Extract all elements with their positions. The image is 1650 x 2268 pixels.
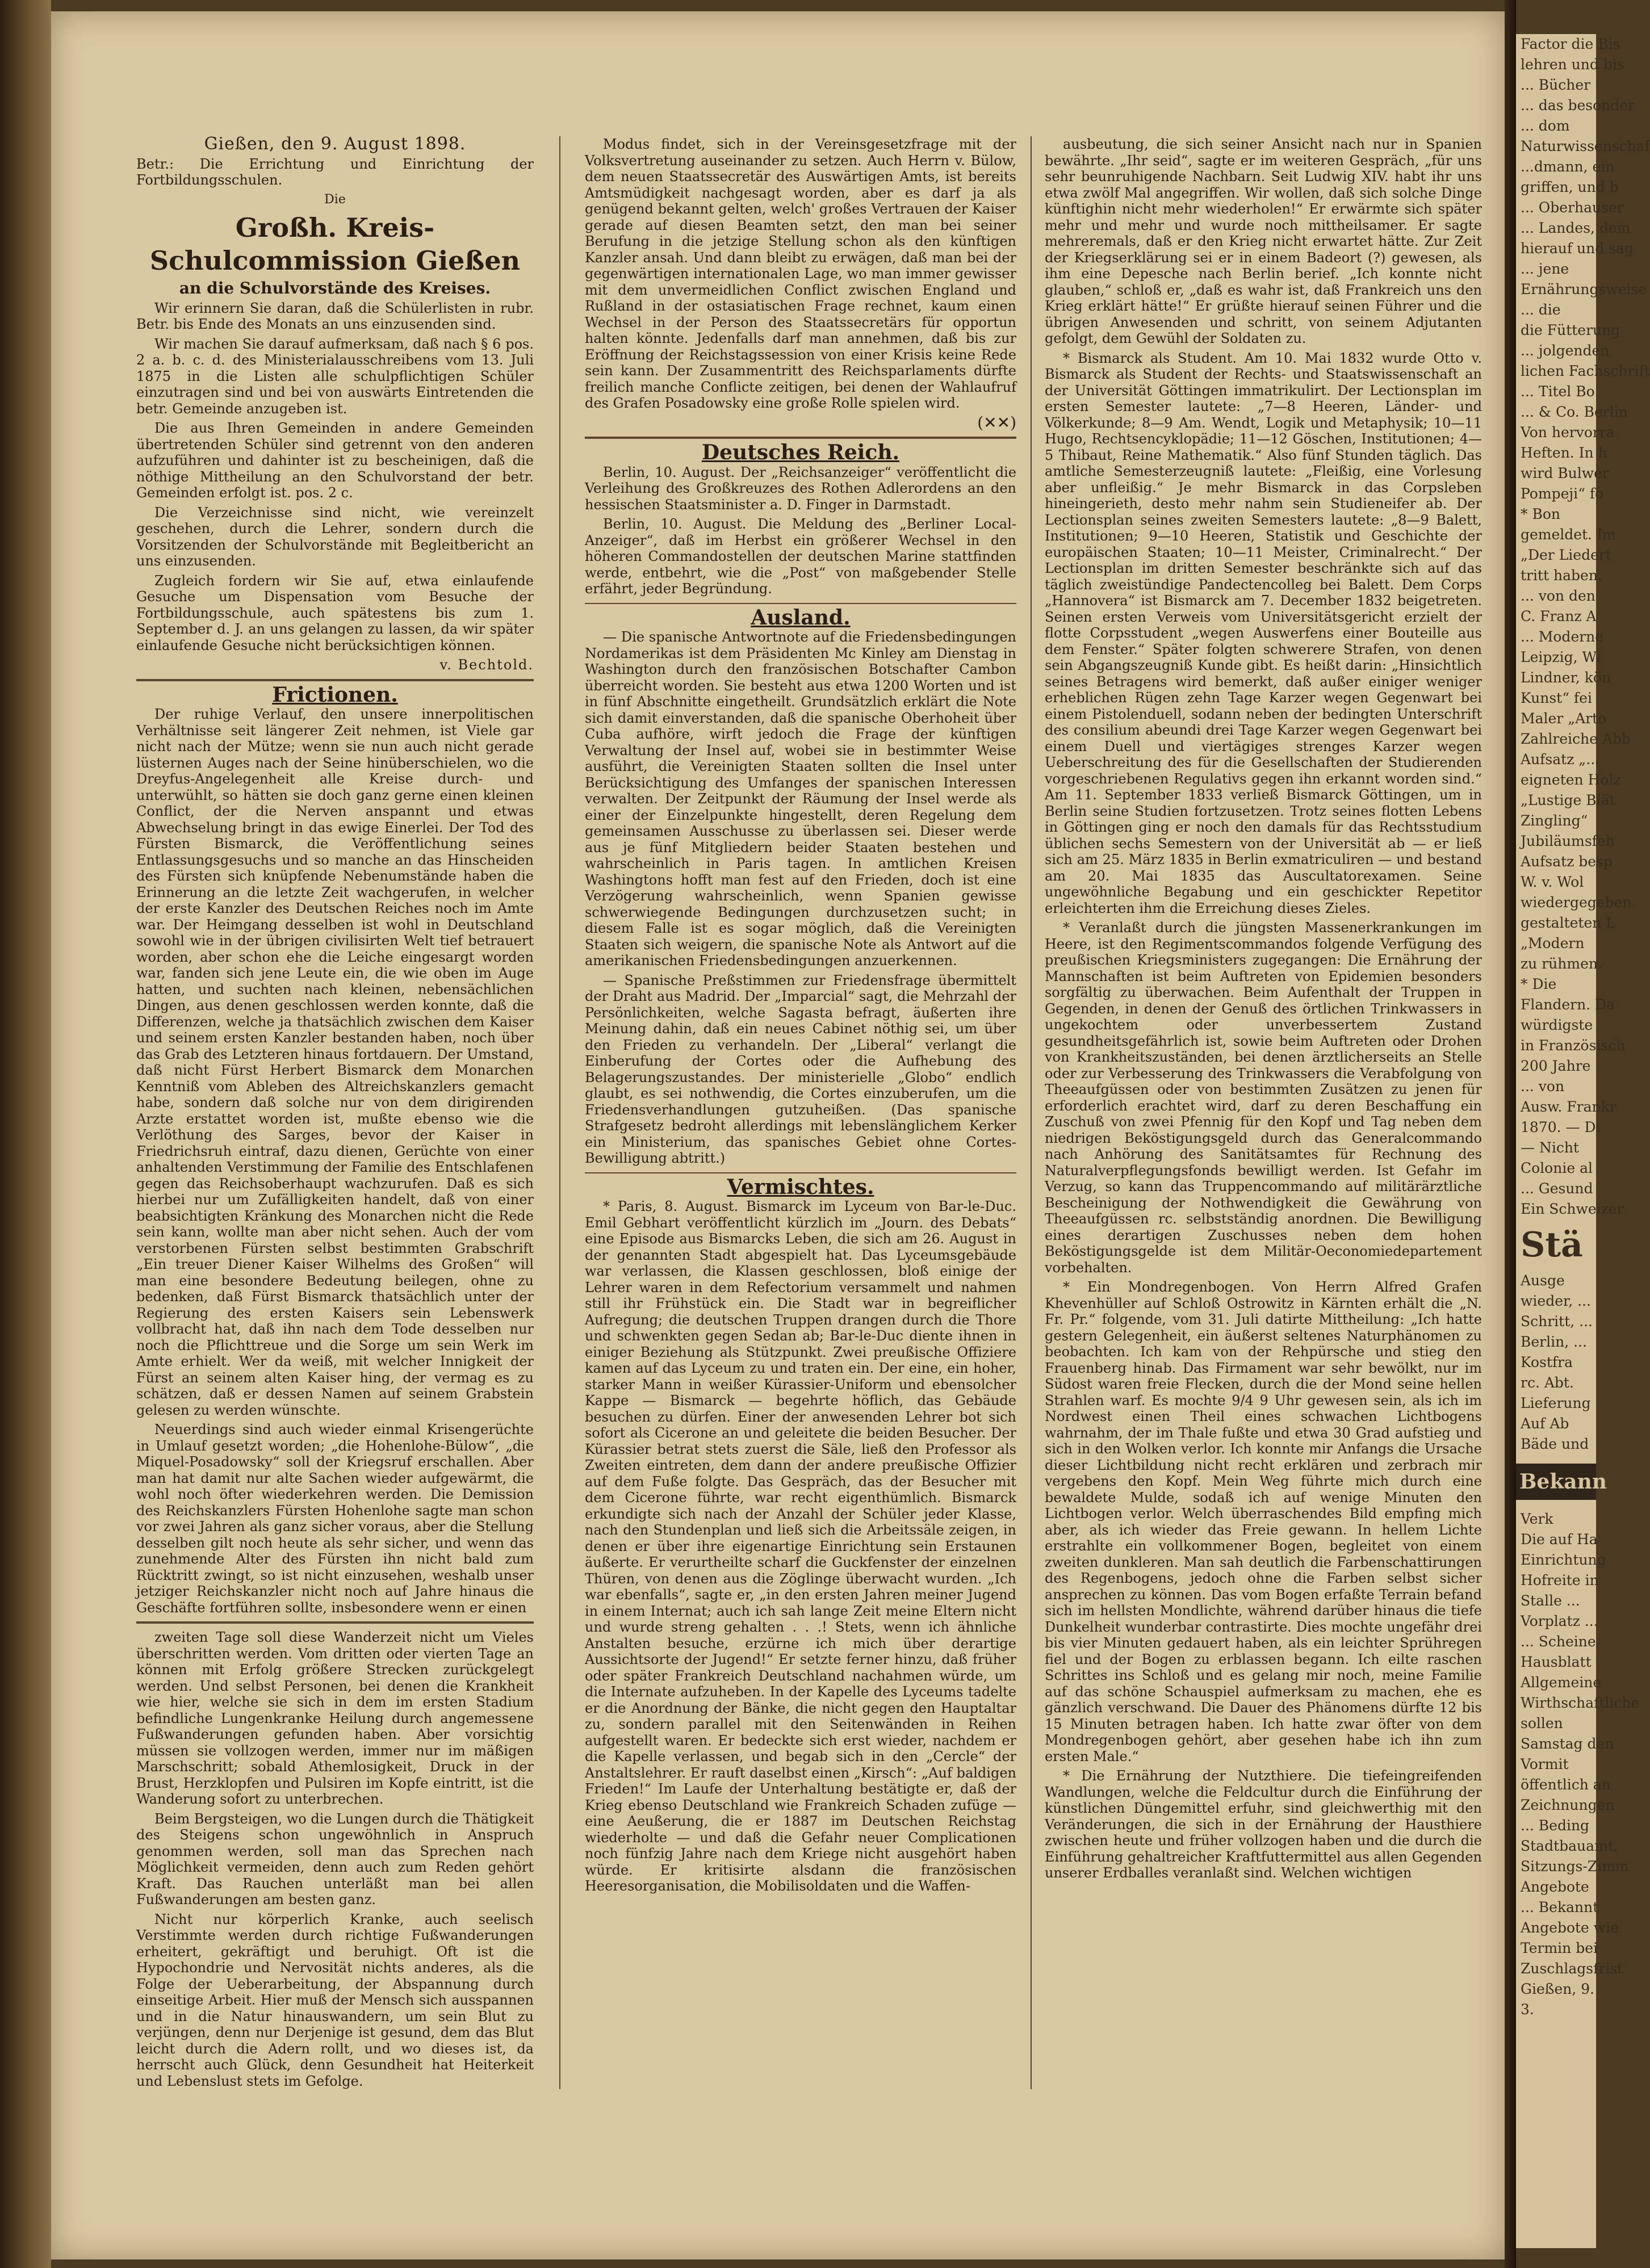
facing-page-line: rc. Abt. [1521,1374,1574,1391]
facing-page-line: Auf Ab [1521,1415,1569,1432]
column-1 [136,136,534,2089]
page-gutter [1505,0,1516,2268]
organization-subtitle: an die Schulvorstände des Kreises. [179,279,491,297]
facing-page-line: Angebote [1521,1879,1589,1895]
facing-page-line: sollen [1521,1715,1563,1732]
facing-page-line: Ernährungsweise [1521,281,1647,297]
section-divider [136,1621,534,1624]
facing-page-line: ... von [1521,1078,1565,1095]
ausland-heading: Ausland. [751,605,851,630]
notice-paragraph: Zugleich fordern wir Sie auf, etwa einlaufende Gesuche um Dispensation vom Besuche der Fortbildungsschule, auch spätestens bis zum 1. September d. J. an uns gelangen zu lassen, da wir später einlaufende Gesuche nicht berücksichtigen können. [136,572,534,653]
facing-page-line: * Bon [1521,506,1560,522]
facing-page-line: Maler „Arto [1521,710,1607,727]
facing-page-line: Stalle ... [1521,1592,1580,1609]
facing-page-line: ... jene [1521,261,1569,277]
facing-page-line: Samstag den [1521,1735,1614,1752]
facing-page-line: 3. [1521,2001,1534,2018]
facing-page-line: wird Bulwer [1521,465,1609,481]
news-paragraph: Berlin, 10. August. Der „Reichsanzeiger“ veröffentlicht die Verleihung des Großkreuzes des Rothen Adlerordens an den hessischen Staatsminister a. D. Finger in Darmstadt. [585,464,1016,513]
facing-page-line: Gießen, 9. [1521,1981,1595,1997]
facing-page-line: 200 Jahre [1521,1058,1591,1074]
column-rule [1031,136,1032,2089]
facing-page-line: Wirthschaftliche [1521,1695,1640,1711]
facing-page-line: Verk [1521,1511,1553,1527]
facing-page-line: „Modern [1521,935,1585,951]
facing-page-line: — Nicht [1521,1139,1579,1156]
facing-page-line: Allgemeine [1521,1674,1602,1691]
facing-page-line: Einrichtung [1521,1552,1606,1568]
facing-page-line: „Der Liedert [1521,547,1611,563]
facing-page-line: hierauf und sag [1521,240,1634,257]
facing-page-line: Aufsatz „... [1521,751,1600,768]
facing-page-line: Vorplatz ... [1521,1613,1598,1629]
facing-page-fragment [1516,34,1650,2248]
facing-page-line: Bäde und [1521,1436,1589,1452]
facing-page-line: ... Oberhauser [1521,199,1624,216]
facing-page-line: zu rühmen. [1521,955,1602,972]
section-divider [585,437,1016,439]
ornament: (✕✕) [977,413,1016,432]
notice-paragraph: Wir erinnern Sie daran, daß die Schülerlisten in rubr. Betr. bis Ende des Monats an uns einzusenden sind. [136,300,534,332]
facing-page-line: ... die [1521,301,1561,318]
facing-page-line: W. v. Wol [1521,874,1584,890]
news-paragraph: — Spanische Preßstimmen zur Friedensfrage übermittelt der Draht aus Madrid. Der „Imparcial“ sagt, die Mehrzahl der Persönlichkeiten, welche Sagasta befragt, äußerten ihre Meinung dahin, daß ein neues Cabinet nöthig sei, um über den Frieden zu verhandeln. Der „Liberal“ verlangt die Einberufung der Cortes oder die Aufhebung des Belagerungszustandes. Der ministerielle „Globo“ endlich glaubt, es sei nothwendig, die Cortes einzuberufen, um die Friedensverhandlungen gutzuheißen. (Das spanische Strafgesetz bedroht allerdings mit lebenslänglichem Kerker ein Ministerium, das spanisches Gebiet ohne Cortes-Bewilligung abtritt.) [585,972,1016,1166]
article-paragraph: Neuerdings sind auch wieder einmal Krisengerüchte in Umlauf gesetzt worden; „die Hohenlohe-Bülow“, „die Miquel-Posadowsky“ soll der Kriegsruf erschallen. Aber man hat damit nur alte Sachen wieder aufgewärmt, die wohl noch öfter wiederkehren werden. Die Demission des Reichskanzlers Fürsten Hohenlohe sagte man schon vor zwei Jahren als ganz sicher voraus, aber die Stellung desselben gilt noch heute als sehr sicher, und wenn das zunehmende Alter des Fürsten ihn nicht bald zum Rücktritt zwingt, so ist nicht einzusehen, weshalb unser jetziger Reichskanzler nicht noch auf Jahre hinaus die Geschäfte fortführen sollte, insbesondere wenn er einen [136,1422,534,1616]
facing-page-line: ...dmann, ein [1521,158,1615,175]
facing-page-line: Hausblatt [1521,1654,1592,1670]
facing-page-line: Leipzig, Wi [1521,649,1601,665]
facing-page-line: Ausw. Frankr [1521,1099,1617,1115]
facing-page-line: die Fütterung [1521,322,1620,338]
section-divider [585,1172,1016,1173]
facing-page-line: in Französisch [1521,1037,1626,1054]
section-divider [585,603,1016,604]
facing-page-text [1516,1509,1640,2020]
facing-page-line: Flandern. Da [1521,996,1615,1013]
organization-title: Großh. Kreis-Schulcommission Gießen [149,212,521,276]
facing-page-line: würdigste [1521,1017,1593,1033]
facing-page-line: Aufsatz besp [1521,853,1613,870]
facing-page-line: wieder, ... [1521,1293,1591,1309]
facing-page-line: ... Gesund [1521,1180,1593,1197]
facing-page-line: öffentlich an [1521,1776,1611,1793]
facing-page-line: lichen Fachschrift [1521,363,1650,379]
facing-page-line: ... Moderne [1521,628,1604,645]
facing-page-line: Schritt, ... [1521,1313,1593,1330]
vermischtes-heading: Vermischtes. [727,1175,874,1199]
facing-page-line: griffen, und b [1521,179,1619,195]
facing-page-line: Die auf Ha [1521,1531,1598,1548]
facing-page-line: Naturwissenschaf [1521,138,1650,154]
facing-page-line: Lieferung [1521,1395,1591,1411]
news-paragraph: — Die spanische Antwortnote auf die Friedensbedingungen Nordamerikas ist dem Präsidenten Mc Kinley am Dienstag in Washington durch den französischen Botschafter Cambon überreicht worden. Sie besteht aus etwa 1200 Worten und ist in fünf Abschnitte eingetheilt. Grundsätzlich erklärt die Note sich damit einverstanden, daß die spanische Oberhoheit über Cuba aufhöre, wirft jedoch die Frage der künftigen Verwaltung der Insel auf, wobei sie in bestimmter Weise ausführt, die Vereinigten Staaten sollten die Insel unter Berücksichtigung des Umfanges der spanischen Interessen verwalten. Der Zeitpunkt der Räumung der Insel werde als einer der Einzelpunkte hingestellt, deren Regelung dem gemeinsamen Ausschusse zu überlassen sei. Dieser werde aus je fünf Mitgliedern beider Staaten bestehen und wahrscheinlich in Paris tagen. In amtlichen Kreisen Washingtons hofft man fest auf den Frieden, doch ist eine Verzögerung wahrscheinlich, wenn Spanien gewisse schwerwiegende Bedingungen durchzusetzen sucht; in diesem Falle ist es sogar möglich, daß die Vereinigten Staaten sich weigern, die spanische Note als Antwort auf die amerikanischen Friedensbedingungen anzuerkennen. [585,629,1016,969]
news-paragraph: * Die Ernährung der Nutzthiere. Die tiefeingreifenden Wandlungen, welche die Feldcultur durch die Einführung der künstlichen Düngemittel erfuhr, sind gleichwerthig mit den Veränderungen, die sich in der Ernährung der Hausthiere zwischen heute und früher vollzogen haben und die durch die Einführung gehaltreicher Kraftfuttermittel aus allen Gegenden unserer Erdballes veranlaßt sind. Welchen wichtigen [1045,1768,1482,1881]
facing-page-line: wiedergegeben [1521,894,1632,911]
feuilleton-paragraph: Beim Bergsteigen, wo die Lungen durch die Thätigkeit des Steigens schon ungewöhnlich in Anspruch genommen werden, soll man das Sprechen nach Möglichkeit vermeiden, denn auch zum Reden gehört Kraft. Das Rauchen unterläßt man bei allen Fußwanderungen am besten ganz. [136,1810,534,1908]
facing-page-line: Vormit [1521,1756,1569,1772]
article-paragraph: Modus findet, sich in der Vereinsgesetzfrage mit der Volksvertretung auseinander zu setzen. Auch Herrn v. Bülow, dem neuen Staatssecretär des Auswärtigen Amts, ist bereits Amtsmüdigkeit nachgesagt worden, aber es darf ja als genügend bekannt gelten, welch' großes Vertrauen der Kaiser gerade auf diesen Beamten setzt, den man bei seiner Berufung in die jetzige Stellung schon als den künftigen Kanzler ansah. Und dann bleibt zu erwägen, daß man bei der gegenwärtigen internationalen Lage, wo man immer gewisser mit dem unvermeidlichen Conflict zwischen England und Rußland in der ostasiatischen Frage rechnet, kaum einen Wechsel in der Person des Staatssecretärs für opportun halten könnte. Jedenfalls darf man annehmen, daß bis zur Eröffnung der Reichstagssession von einer Krisis keine Rede sein kann. Der Zusammentritt des Reichsparlaments dürfte freilich manche Conflicte zeitigen, bei denen der Wahlaufruf des Grafen Posadowsky eine große Rolle spielen wird. [585,136,1016,411]
column-3 [1045,136,1482,2089]
column-rule [559,136,560,2089]
facing-page-line: ... & Co. Berlin [1521,404,1628,420]
signature: v. Bechtold. [439,657,534,673]
facing-page-line: Zeichnungen [1521,1797,1615,1813]
dateline: Gießen, den 9. August 1898. [204,134,466,154]
facing-page-line: „Lustige Blät [1521,792,1615,808]
facing-page-line: Colonie al [1521,1160,1593,1176]
facing-page-line: Jubiläumsfeh [1521,833,1615,849]
facing-page-line: Berlin, ... [1521,1334,1587,1350]
section-divider [136,679,534,681]
facing-page-line: Pompeji“ fo [1521,485,1604,502]
facing-page-line: eigneten Holz [1521,772,1621,788]
facing-page-line: ... von den [1521,588,1595,604]
facing-page-line: Termin bei [1521,1940,1598,1956]
notice-paragraph: Die aus Ihren Gemeinden in andere Gemeinden übertretenden Schüler sind getrennt von den anderen aufzuführen und dahinter ist zu bescheinigen, daß die nöthige Mittheilung an den Schulvorstand der betr. Gemeinden erfolgt ist. pos. 2 c. [136,420,534,501]
subject-line: Betr.: Die Errichtung und Einrichtung der Fortbildungsschulen. [136,156,534,188]
news-paragraph: * Ein Mondregenbogen. Von Herrn Alfred Grafen Khevenhüller auf Schloß Ostrowitz in Kärnten erhält die „N. Fr. Pr.“ folgende, vom 31. Juli datirte Mittheilung: „Ich hatte gestern Gelegenheit, ein äußerst seltenes Naturphänomen zu beobachten. Ich kam von der Rehpürsche und stieg den Frauenberg hinab. Das Firmament war sehr bewölkt, nur im Südost waren freie Flecken, durch die der Mond seine hellen Strahlen warf. Es mochte 9/4 9 Uhr gewesen sein, als ich im Nordwest einen Theil eines schwachen Lichtbogens wahrnahm, der im Thale fußte und etwa 30 Grad aufstieg und sich in den Wolken verlor. Ich konnte mir Anfangs die Ursache dieser Lichtbildung nicht recht erklären und zerbrach mir vergebens den Kopf. Mein Weg führte mich durch eine bewaldete Mulde, sodaß ich auf wenige Minuten den Lichtbogen verlor. Welch überraschendes Bild empfing mich aber, als ich wieder das Freie gewann. In hellem Lichte erstrahlte ein vollkommener Bogen, begleitet von einem zweiten dunkleren. Man sah deutlich die Farbenschattirungen des Regenbogens, jedoch ohne die Farben selbst sicher ansprechen zu können. Das vom Bogen erfaßte Terrain befand sich im hellsten Mondlichte, während darüber hinaus die tiefe Dunkelheit wunderbar contrastirte. Dies mochte ungefähr drei bis vier Minuten gedauert haben, als ein leichter Sprühregen fiel und der Bogen zu erblassen begann. Ich eilte raschen Schrittes ins Schloß und es gelang mir noch, meine Familie auf das schöne Schauspiel aufmerksam zu machen, ehe es gänzlich verschwand. Die Dauer des Phänomens dürfte 12 bis 15 Minuten betragen haben. Ich hatte zwar öfter von dem Mondregenbogen gehört, aber gesehen habe ich ihn zum ersten Male.“ [1045,1279,1482,1764]
facing-page-line: Angebote wie [1521,1919,1619,1936]
facing-page-line: gemeldet. Im [1521,526,1616,543]
feuilleton-paragraph: zweiten Tage soll diese Wanderzeit nicht um Vieles überschritten werden. Vom dritten oder vierten Tage an können mit Erfolg größere Strecken zurückgelegt werden. Und selbst Personen, bei denen die Krankheit wie hier, welche sie sich in dem im ersten Stadium befindliche Lungenkranke Heilung durch angemessene Fußwanderungen gefunden haben. Aber vorsichtig müssen sie vollzogen werden, immer nur im mäßigen Marschschritt; sobald Athemlosigkeit, Druck in der Brust, Herzklopfen und Pulsiren im Kopfe eintritt, ist die Wanderung sofort zu unterbrechen. [136,1629,534,1807]
facing-page-line: ... Landes, dem [1521,220,1631,236]
facing-page-line: Ausge [1521,1272,1565,1289]
frictions-heading: Frictionen. [272,682,398,707]
facing-page-line: Sitzungs-Zimm [1521,1858,1629,1875]
facing-page-line: Kostfra [1521,1354,1573,1370]
column-2 [585,136,1016,2089]
facing-page-line: ... Beding [1521,1817,1590,1834]
news-paragraph: ausbeutung, die sich seiner Ansicht nach nur in Spanien bewährte. „Ihr seid“, sagte er im weiteren Gespräch, „für uns sehr beunruhigende Nachbarn. Seit Ludwig XIV. habt ihr uns etwa zwölf Mal angegriffen. Wir wollen, daß sich solche Dinge künftighin nicht mehr wiederholen!“ Er erwärmte sich später mehr und mehr und wurde noch mittheilsamer. Er sagte mehreremals, daß er den Krieg nicht erwartet hätte. Zur Zeit der Kriegserklärung sei er in einem Badeort (?) gewesen, als ihm eine Depesche nach Berlin berief. „Ich konnte nicht glauben,“ schloß er, „daß es wahr ist, daß Frankreich uns den Krieg erklärt hätte!“ Er grüßte hierauf seinen Führer und die übrigen Anwesenden und schritt, von seinem Adjutanten gefolgt, dem Gewühl der Soldaten zu. [1045,136,1482,346]
facing-page-line: Zingling“ [1521,812,1588,829]
news-paragraph: Berlin, 10. August. Die Meldung des „Berliner Local-Anzeiger“, daß im Herbst ein größerer Wechsel in den höheren Commandostellen der deutschen Marine stattfinden werde, entbehrt, wie die „Post“ von maßgebender Stelle erfährt, jeder Begründung. [585,516,1016,597]
facing-page-line: Zahlreiche Abb [1521,731,1631,747]
feuilleton-paragraph: Nicht nur körperlich Kranke, auch seelisch Verstimmte werden durch richtige Fußwanderungen erheitert, gekräftigt und beruhigt. Oft ist die Hypochondrie und Nervosität nichts anderes, als die Folge der Ueberarbeitung, der Abspannung durch einseitige Arbeit. Hier muß der Mensch sich ausspannen und in die Natur hinauswandern, um sein Blut zu verjüngen, denn nur Derjenige ist gesund, dem das Blut leicht durch die Adern rollt, und wo dieses ist, da herrscht auch Glück, denn Gesundheit hat Heiterkeit und Lebenslust stets im Gefolge. [136,1911,534,2089]
news-paragraph: * Veranlaßt durch die jüngsten Massenerkrankungen im Heere, ist den Regimentscommandos folgende Verfügung des preußischen Kriegsministers zugegangen: Die Ernährung der Mannschaften ist beim Auftreten von Epidemien besonders sorgfältig zu überwachen. Beim Aufenthalt der Truppen in Gegenden, in denen der Genuß des örtlichen Trinkwassers in ungekochtem oder unverbessertem Zustand gesundheitsgefährlich ist, sowie beim Auftreten oder Drohen von Krankheitszuständen, bei denen ärztlicherseits an Stelle oder zur Verbesserung des Trinkwassers die Verabfolgung von Theeaufgüssen oder von bestimmten Zusätzen zu jenen für erforderlich erachtet wird, darf zu deren Beschaffung ein Zuschuß von zwei Pfennig für den Kopf und Tag neben dem niedrigen Beköstigungsgeld durch das Generalcommando nach Anhörung des Sanitätsamtes für Rechnung des Naturalverpflegungsfonds bewilligt werden. Ist Gefahr im Verzug, so kann das Truppencommando auf militärärztliche Bescheinigung der Nothwendigkeit die Gewährung von Theeaufgüssen rc. selbstständig anordnen. Die Bewilligung eines derartigen Zuschusses neben dem hohen Beköstigungsgelde ist dem Militär-Oeconomiedepartement vorbehalten. [1045,920,1482,1276]
facing-page-text [1516,1271,1596,1454]
facing-page-headline: Stä [1521,1225,1583,1265]
facing-page-line: Zuschlagsfrist [1521,1960,1623,1977]
facing-page-line: ... dom [1521,118,1570,134]
facing-page-line: Ein Schweizer [1521,1201,1624,1217]
facing-page-line: Von hervorra [1521,424,1615,441]
facing-page-banner: Bekann [1516,1464,1596,1500]
facing-page-line: tritt haben. [1521,567,1602,584]
facing-page-line: ... Bekannt [1521,1899,1599,1915]
facing-page-line: Factor die Bis [1521,36,1620,52]
facing-page-line: Stadtbauamt, [1521,1838,1618,1854]
facing-page-line: ... Titel Bo [1521,383,1595,400]
facing-page-line: Heften. In h [1521,445,1607,461]
facing-page-line: Kunst“ fei [1521,690,1592,706]
news-paragraph: * Paris, 8. August. Bismarck im Lyceum von Bar-le-Duc. Emil Gebhart veröffentlicht kürzlich im „Journ. des Debats“ eine Episode aus Bismarcks Leben, die sich am 26. August in der genannten Stadt abgespielt hat. Das Lyceumsgebäude war verlassen, die Klassen geschlossen, bloß einige der Lehrer waren in dem Refectorium versammelt und nahmen still ihr Frühstück ein. Die Stadt war in begreiflicher Aufregung; die deutschen Truppen drangen durch die Thore und schwenkten gegen Sedan ab; Bar-le-Duc diente ihnen in einiger Beziehung als Stützpunkt. Zwei preußische Offiziere kamen auf das Lyceum zu und traten ein. Der eine, ein hoher, starker Mann in weißer Kürassier-Uniform und ebensolcher Kappe — Bismarck — begehrte höflich, das Gebäude besuchen zu dürfen. Einer der anwesenden Lehrer bot sich sofort als Cicerone an und geleitete die beiden Besucher. Der Kürassier betrat stets zuerst die Säle, ließ den Professor als Zweiten eintreten, dem dann der andere preußische Offizier auf dem Fuße folgte. Das Gespräch, das der Besucher mit dem Cicerone führte, war recht eigenthümlich. Bismarck erkundigte sich nach der Anzahl der Schüler jeder Klasse, nach den Stundenplan und ließ sich die Arbeitssäle zeigen, in denen er über ihre eigenartige Einrichtung sein Erstaunen äußerte. Er verurtheilte scharf die Guckfenster der einzelnen Thüren, von denen aus die Zöglinge überwacht wurden. „Ich war ebenfalls“, sagte er, „in den ersten Jahren meiner Jugend in einem Internat; auch ich sah lange Zeit meine Eltern nicht und wurde streng gehalten . . .! Stets, wenn ich ähnliche Anstalten besuche, erzürne ich mich über derartige Aussichtsorte der Jugend!“ Er setzte ferner hinzu, daß früher oder später Frankreich Deutschland nachahmen würde, um die Internate aufzuheben. In der Kapelle des Lyceums tadelte er die Anordnung der Bänke, die nicht gegen den Hauptaltar zu, sondern parallel mit den Seitenwänden in Reihen aufgestellt waren. Er bedeckte sich erst wieder, nachdem er die Kapelle verlassen, und begab sich in den „Cercle“ der Anstaltslehrer. Er rauft daselbst einen „Kirsch“: „Auf baldigen Frieden!“ Im Laufe der Unterhaltung bestätigte er, daß der Krieg ebenso Deutschland wie Frankreich Schaden zufüge — eine Aeußerung, die er 1887 im Deutschen Reichstag wiederholte — und daß die Gefahr neuer Complicationen noch fünfzig Jahre nach dem Kriege nicht ausgehört haben würde. Er kritisirte alsdann die französischen Heeresorganisation, die Mobilisoldaten und die Waffen- [585,1198,1016,1894]
facing-page-line: gestalteten L [1521,915,1615,931]
facing-page-line: C. Franz A [1521,608,1597,624]
news-paragraph: * Bismarck als Student. Am 10. Mai 1832 wurde Otto v. Bismarck als Student der Rechts- und Staatswissenschaft an der Universität Göttingen immatrikulirt. Der Lectionsplan im ersten Semester lautete: „7—8 Heeren, Länder- und Völkerkunde; 8—9 Am. Wendt, Logik und Metaphysik; 10—11 Hugo, Rechtsencyklopädie; 11—12 Göschen, Institutionen; 4—5 Thibaut, Reine Mathematik.“ Also fünf Stunden täglich. Das amtliche Semesterzeugniß lautete: „Fleißig, eine Vorlesung aber unfleißig.“ Je mehr Bismarck in das Corpsleben hineingerieth, desto mehr nahm sein Studieneifer ab. Der Lectionsplan seines zweiten Semesters lautete: „8—9 Balett, Institutionen; 9—10 Heeren, Statistik und Geschichte der europäischen Staaten; 10—11 Meister, Criminalrecht.“ Der Lectionsplan im dritten Semester beschränkte sich auf das täglich zweistündige Pandectencolleg bei Balett. Dem Corps „Hannovera“ ist Bismarck am 7. December 1832 beigetreten. Seinen ersten Verweis vom Universitätsgericht erzielt der flotte Corpsstudent „wegen Auswerfens einer Bouteille aus dem Fenster.“ Später folgten schwerere Strafen, von denen sein Abgangszeugniß Kunde gibt. Es heißt darin: „Hinsichtlich seines Betragens wird bemerkt, daß außer einiger weniger erheblichen Rügen zehn Tage Karzer wegen Gegenwart bei einem Pistolenduell, sodann neben der bedingten Unterschrift des consilium abeundi drei Tage Karzer wegen Gegenwart bei einem Duell und viertägiges strenges Karzer wegen Ueberschreitung des für die Gesellschaften der Studierenden vorgeschriebenen Regulativs gegen ihn erkannt worden sind.“ Am 11. September 1833 verließ Bismarck Göttingen, um in Berlin seine Studien fortzusetzen. Trotz seines flotten Lebens in Göttingen ging er noch den damals für das Rechtsstudium üblichen sechs Semestern von der Universität ab — er ließ sich am 25. März 1835 in Berlin exmatriculiren — und bestand am 20. Mai 1835 das Auscultatorexamen. Seine ungewöhnliche Begabung und ein geschickter Repetitor erleichterten ihm die Erreichung dieses Zieles. [1045,350,1482,916]
facing-page-line: * Die [1521,976,1557,992]
facing-page-line: Hofreite in [1521,1572,1599,1588]
article-paragraph: Der ruhige Verlauf, den unsere innerpolitischen Verhältnisse seit längerer Zeit nehmen, ist Viele gar nicht nach der Mütze; wenn sie nun auch nicht gerade lüsternen Auges nach der Seine hinüberschielen, wo die Dreyfus-Angelegenheit alle Kreise durch- und unterwühlt, so hätten sie doch ganz gerne einen kleinen Conflict, der die Nerven anspannt und etwas Abwechselung bringt in das ewige Einerlei. Der Tod des Fürsten Bismarck, die Veröffentlichung seines Entlassungsgesuchs und so manche an das Hinscheiden des Fürsten sich knüpfende Nebenumstände haben die Erinnerung an die letzte Zeit wachgerufen, in welcher der erste Kanzler des Deutschen Reiches noch im Amte war. Der Heimgang desselben ist wohl in Deutschland sowohl wie in der übrigen civilisirten Welt tief betrauert worden, aber schon ehe die Leiche eingesargt worden war, fanden sich jene Leute ein, die wie oben im Auge hatten, und suchten nach kleinen, nebensächlichen Dingen, aus denen geschlossen werden konnte, daß die Differenzen, welche ja thatsächlich zwischen dem Kaiser und seinem ersten Kanzler bestanden haben, noch über das Grab des Letzteren hinaus fortdauern. Der Umstand, daß nicht Fürst Herbert Bismarck dem Monarchen Kenntniß vom Ableben des Altreichskanzlers gemacht habe, sondern daß solche nur von dem dirigirenden Arzte erstattet worden ist, mußte ebenso wie die Verlöthung des Sarges, bevor der Kaiser in Friedrichsruh eintraf, dazu dienen, Gerüchte von einer anhaltenden Verstimmung der Familie des Entschlafenen gegen das Reichsoberhaupt wachzurufen. Daß es sich hierbei nur um Zufälligkeiten handelt, daß von einer beabsichtigten Kränkung des Monarchen nicht die Rede sein kann, wollte man aber nicht sehen. Auch der vom verstorbenen Fürsten selbst bestimmten Grabschrift „Ein treuer Diener Kaiser Wilhelms des Großen“ will man eine besondere Bedeutung beilegen, ohne zu bedenken, daß Fürst Bismarck thatsächlich unter der Regierung des ersten Kaisers sein Lebenswerk vollbracht hat, daß ihn nach dem Tode desselben nur noch die Pflichttreue und die Sorge um sein Werk im Amte erhielt. Wer da weiß, mit welcher Innigkeit der Fürst an seinem alten Kaiser hing, der vermag es zu schätzen, daß er dessen Namen auf seinem Grabstein gelesen zu werden wünschte. [136,706,534,1418]
die-label: Die [324,192,346,207]
reich-heading: Deutsches Reich. [701,441,900,464]
notice-paragraph: Die Verzeichnisse sind nicht, wie vereinzelt geschehen, durch die Lehrer, sondern durch die Vorsitzenden der Schulvorstände mit Begleitbericht an uns einzusenden. [136,504,534,569]
book-binding [0,0,51,2268]
facing-page-line: ... jolgenden [1521,342,1610,359]
facing-page-line: lehren und bis [1521,56,1624,73]
facing-page-line: ... das besonder [1521,97,1635,114]
facing-page-text [1516,34,1650,1219]
facing-page-line: 1870. — Di [1521,1119,1601,1135]
facing-page-line: ... Scheine [1521,1633,1596,1650]
facing-page-line: ... Bücher [1521,77,1591,93]
notice-paragraph: Wir machen Sie darauf aufmerksam, daß nach § 6 pos. 2 a. b. c. d. des Ministerialausschreibens vom 13. Juli 1875 in die Listen alle schulpflichtigen Schüler einzutragen sind und bei von auswärts Eintretenden die betr. Gemeinde anzugeben ist. [136,336,534,417]
facing-page-line: Lindner, kön [1521,669,1611,686]
